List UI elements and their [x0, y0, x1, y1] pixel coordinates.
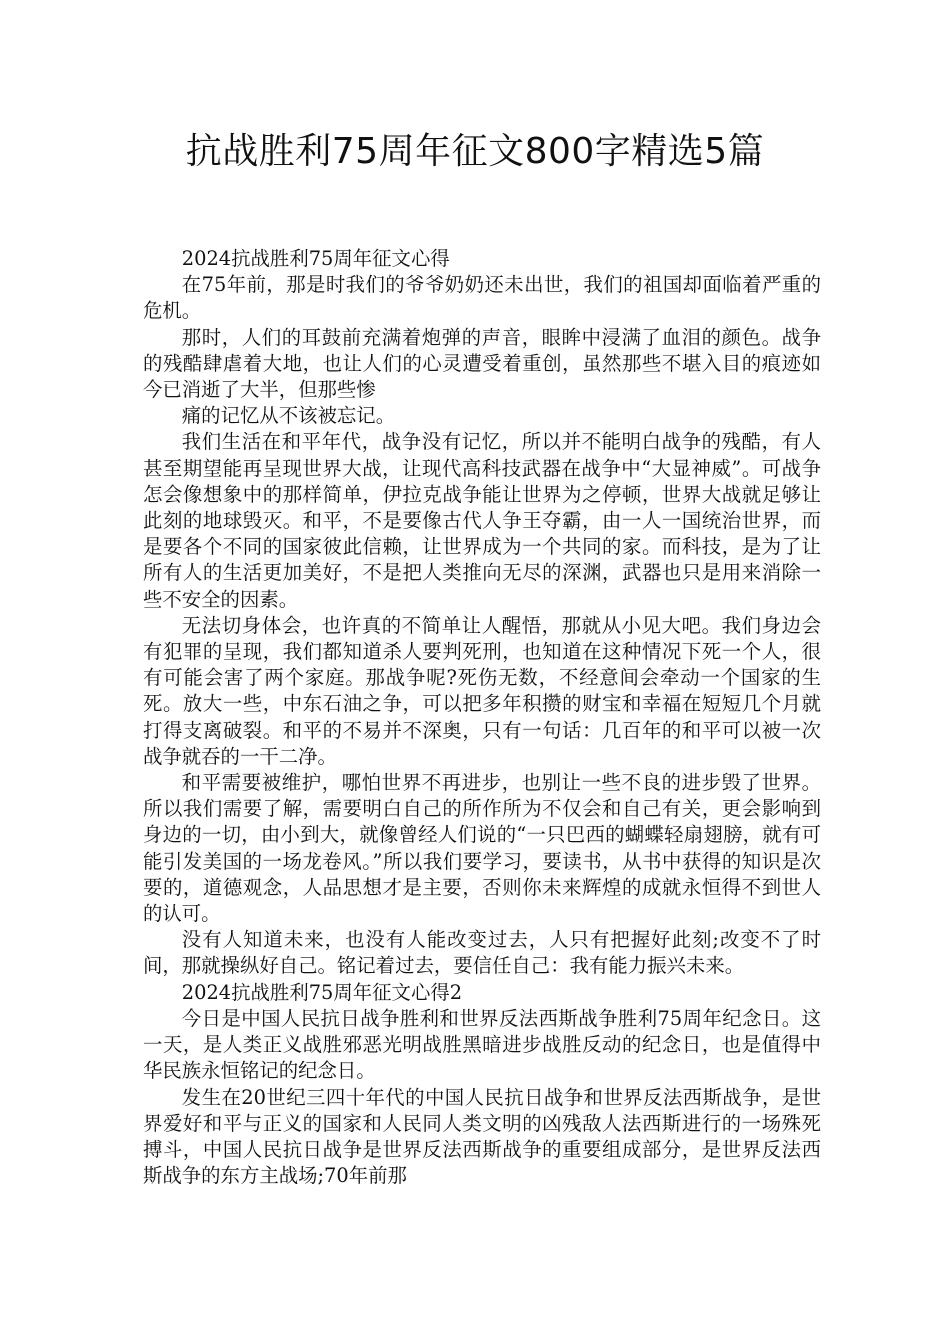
- paragraph: 和平需要被维护，哪怕世界不再进步，也别让一些不良的进步毁了世界。所以我们需要了解，需要明白自己的所作所为不仅会和自己有关，更会影响到身边的一切，由小到大，就像曾经人们说的“一只巴西的蝴蝶轻扇翅膀，就有可能引发美国的一场龙卷风。”所以我们要学习，要读书，从书中获得的知识是次要的，道德观念，人品思想才是主要，否则你未来辉煌的成就永恒得不到世人的认可。: [143, 771, 821, 926]
- paragraph: 那时，人们的耳鼓前充满着炮弹的声音，眼眸中浸满了血泪的颜色。战争的残酷肆虐着大地，也让人们的心灵遭受着重创，虽然那些不堪入目的痕迹如今已消逝了大半，但那些惨: [143, 325, 821, 402]
- document-body: [143, 246, 821, 1189]
- document-title: 抗战胜利75周年征文800字精选5篇: [185, 131, 765, 172]
- paragraph: 在75年前，那是时我们的爷爷奶奶还未出世，我们的祖国却面临着严重的危机。: [143, 273, 821, 323]
- paragraph: 我们生活在和平年代，战争没有记忆，所以并不能明白战争的残酷，有人甚至期望能再呈现世界大战，让现代高科技武器在战争中“大显神威”。可战争怎会像想象中的那样简单，伊拉克战争能让世界为之停顿，世界大战就足够让此刻的地球毁灭。和平，不是要像古代人争王夺霸，由一人一国统治世界，而是要各个不同的国家彼此信赖，让世界成为一个共同的家。而科技，是为了让所有人的生活更加美好，不是把人类推向无尽的深渊，武器也只是用来消除一些不安全的因素。: [143, 430, 821, 611]
- paragraph: 没有人知道未来，也没有人能改变过去，人只有把握好此刻;改变不了时间，那就操纵好自己。铭记着过去，要信任自己：我有能力振兴未来。: [143, 928, 821, 978]
- section-heading: 2024抗战胜利75周年征文心得: [181, 247, 450, 270]
- paragraph: 今日是中国人民抗日战争胜利和世界反法西斯战争胜利75周年纪念日。这一天，是人类正义战胜邪恶光明战胜黑暗进步战胜反动的纪念日，也是值得中华民族永恒铭记的纪念日。: [143, 1006, 821, 1083]
- paragraph: 痛的记忆从不该被忘记。: [181, 404, 396, 428]
- paragraph: 无法切身体会，也许真的不简单让人醒悟，那就从小见大吧。我们身边会有犯罪的呈现，我们都知道杀人要判死刑，也知道在这种情况下死一个人，很有可能会害了两个家庭。那战争呢?死伤无数，不经意间会牵动一个国家的生死。放大一些，中东石油之争，可以把多年积攒的财宝和幸福在短短几个月就打得支离破裂。和平的不易并不深奥，只有一句话：几百年的和平可以被一次战争就吞的一干二净。: [143, 613, 821, 768]
- paragraph: 发生在20世纪三四十年代的中国人民抗日战争和世界反法西斯战争，是世界爱好和平与正义的国家和人民同人类文明的凶残敌人法西斯进行的一场殊死搏斗，中国人民抗日战争是世界反法西斯战争的重要组成部分，是世界反法西斯战争的东方主战场;70年前那: [143, 1085, 821, 1188]
- section-heading: 2024抗战胜利75周年征文心得2: [181, 980, 463, 1004]
